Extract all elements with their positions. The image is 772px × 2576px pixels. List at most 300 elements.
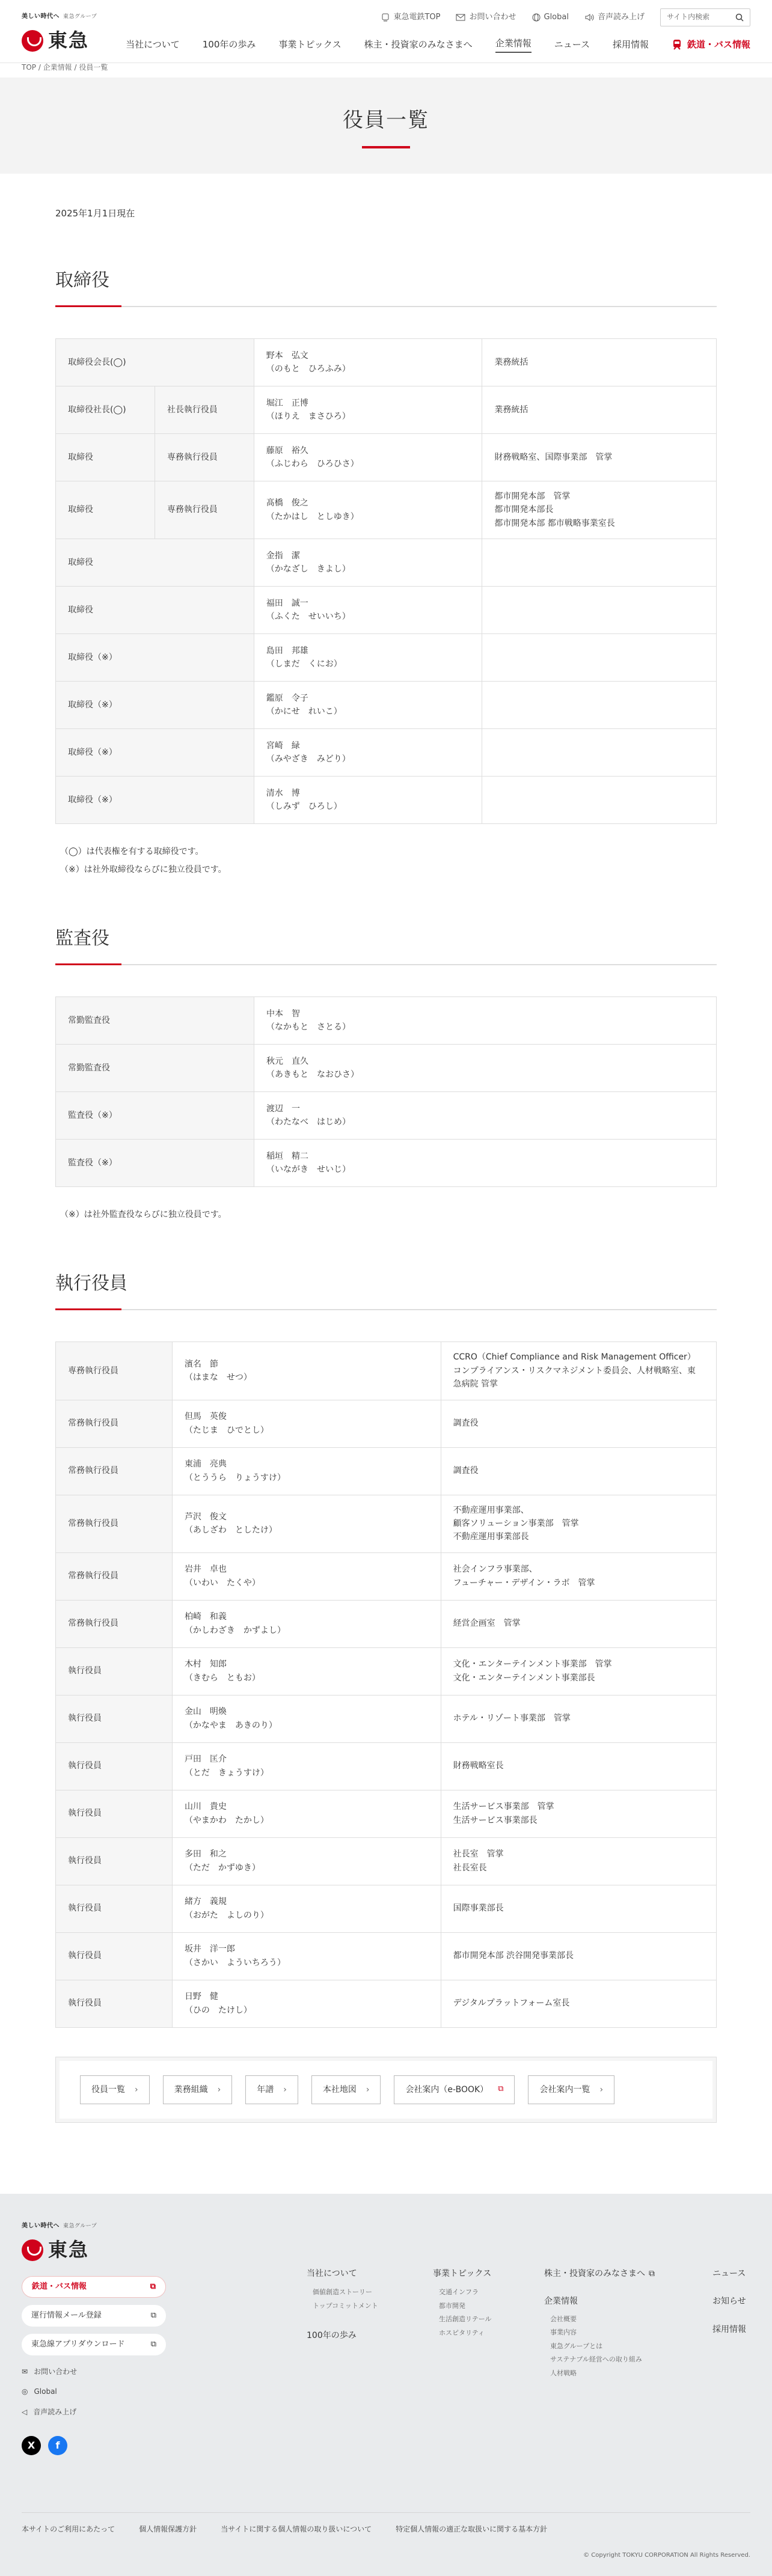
person-kana: （ふじわら ひろひさ） <box>266 459 359 469</box>
mail-icon: ✉ <box>22 2367 28 2376</box>
table-row <box>56 481 717 539</box>
tagline-sub: 東急グループ <box>63 2223 97 2229</box>
footer-legal-links <box>22 2512 750 2535</box>
footer-global-link[interactable] <box>22 2386 202 2397</box>
auditors-notes <box>55 1206 717 1224</box>
person-name: 緒方 義規 <box>184 1897 227 1907</box>
duty-cell <box>482 682 717 729</box>
footer-sublink[interactable]: 事業内容 <box>550 2328 577 2337</box>
main-content <box>55 174 717 2123</box>
person-kana: （いながき せいじ） <box>266 1164 351 1174</box>
person-kana: （ふくた せいいち） <box>266 612 351 622</box>
name-cell <box>254 777 482 824</box>
table-row <box>56 1552 717 1600</box>
footer-heading[interactable]: 事業トピックス <box>433 2269 492 2279</box>
util-link-global[interactable] <box>532 11 569 24</box>
table-row <box>56 434 717 481</box>
section-title: 監査役 <box>55 927 109 949</box>
role-cell: 常務執行役員 <box>56 1495 173 1552</box>
name-cell <box>172 1342 441 1400</box>
util-label: 東急電鉄TOP <box>393 12 441 22</box>
name-cell <box>172 1552 441 1600</box>
footer-sublink[interactable]: 交通インフラ <box>439 2288 479 2297</box>
name-cell <box>254 1044 717 1091</box>
person-name: 東浦 亮典 <box>184 1459 227 1470</box>
role-cell: 取締役社長(◯) <box>56 386 155 434</box>
person-kana: （とううら りょうすけ） <box>184 1473 286 1483</box>
footer-heading[interactable] <box>544 2267 712 2280</box>
table-row <box>56 682 717 729</box>
name-cell <box>254 539 482 587</box>
external-link-icon: ⧉ <box>150 2310 156 2320</box>
person-kana: （たじま ひでとし） <box>184 1425 269 1435</box>
tagline <box>22 2221 202 2231</box>
nav-history[interactable]: 100年の歩み <box>202 39 256 50</box>
table-row <box>56 1044 717 1091</box>
footer-col-about <box>307 2267 433 2378</box>
name-cell <box>254 339 482 386</box>
note: （◯）は代表権を有する取締役です。 <box>60 847 204 857</box>
role2-cell: 社長執行役員 <box>155 386 254 434</box>
globe-icon: ◎ <box>22 2387 28 2396</box>
name-cell <box>172 1980 441 2027</box>
role-cell: 常勤監査役 <box>56 997 254 1044</box>
name-cell <box>254 386 482 434</box>
name-cell <box>254 1139 717 1186</box>
duty-cell <box>482 729 717 777</box>
nav-ir[interactable]: 株主・投資家のみなさまへ <box>364 39 473 50</box>
name-cell <box>254 481 482 539</box>
footer-sublink[interactable]: 東急グループとは <box>550 2342 603 2350</box>
footer-pills <box>22 2276 202 2355</box>
officers-table <box>55 1341 717 2027</box>
role-cell: 執行役員 <box>56 1742 173 1790</box>
person-name: 鑑原 令子 <box>266 693 308 703</box>
role2-cell: 専務執行役員 <box>155 481 254 539</box>
role-cell: 常務執行役員 <box>56 1552 173 1600</box>
role-cell: 常務執行役員 <box>56 1400 173 1447</box>
section-heading-auditors <box>55 924 717 965</box>
person-kana: （しまだ くにお） <box>266 659 342 670</box>
subnav-label: 年譜 <box>257 2084 274 2095</box>
external-link-icon: ⧉ <box>150 2339 156 2349</box>
section-title: 執行役員 <box>55 1273 127 1295</box>
table-row <box>56 1837 717 1885</box>
name-cell <box>254 729 482 777</box>
footer-heading[interactable]: 企業情報 <box>544 2297 578 2307</box>
util-link-voice[interactable] <box>584 11 645 24</box>
duty-cell: 不動産運用事業部、 顧客ソリューション事業部 管掌 不動産運用事業部長 <box>441 1495 716 1552</box>
footer-contact-link[interactable] <box>22 2366 202 2378</box>
footer-heading[interactable]: 当社について <box>307 2269 357 2279</box>
person-kana: （かにせ れいこ） <box>266 707 342 717</box>
duty-cell: 社長室 管掌 社長室長 <box>441 1837 716 1885</box>
footer-utility-links <box>22 2366 202 2418</box>
brand-mark-icon <box>22 30 43 52</box>
utility-nav <box>381 8 750 26</box>
global-nav <box>126 36 750 53</box>
table-row <box>56 1647 717 1695</box>
role-cell: 常務執行役員 <box>56 1600 173 1647</box>
person-name: 日野 健 <box>184 1992 218 2002</box>
util-label: Global <box>544 12 569 22</box>
table-row <box>56 1932 717 1980</box>
util-link-contact[interactable] <box>456 11 516 24</box>
duty-cell: 調査役 <box>441 1447 716 1495</box>
nav-about[interactable]: 当社について <box>126 39 180 50</box>
as-of-date: 2025年1月1日現在 <box>55 208 135 219</box>
footer-heading[interactable]: ニュース <box>712 2269 746 2279</box>
subnav-label: 会社案内（e-BOOK） <box>405 2084 489 2095</box>
speaker-icon: ◁ <box>22 2407 28 2416</box>
external-link-icon: ⧉ <box>150 2281 156 2291</box>
note: （※）は社外取締役ならびに独立役員です。 <box>60 864 227 874</box>
duty-cell: 業務統括 <box>482 386 717 434</box>
section-heading-officers <box>55 1269 717 1310</box>
footer-sublink[interactable]: 価値創造ストーリー <box>313 2288 372 2297</box>
person-kana: （かなやま あきのり） <box>184 1720 277 1730</box>
person-name: 島田 邦雄 <box>266 646 308 656</box>
table-row <box>56 339 717 386</box>
table-row <box>56 997 717 1044</box>
duty-cell: デジタルプラットフォーム室長 <box>441 1980 716 2027</box>
table-row <box>56 729 717 777</box>
name-cell <box>172 1695 441 1742</box>
person-kana: （とだ きょうすけ） <box>184 1768 269 1778</box>
legal-link[interactable]: 個人情報保護方針 <box>139 2525 197 2534</box>
role-cell: 取締役 <box>56 481 155 539</box>
duty-cell: CCRO（Chief Compliance and Risk Management Officer） コンプライアンス・リスクマネジメント委員会、人材戦略室、東急病院 管掌 <box>441 1342 716 1400</box>
role-cell: 執行役員 <box>56 1695 173 1742</box>
duty-cell: 調査役 <box>441 1400 716 1447</box>
person-name: 堀江 正博 <box>266 398 308 408</box>
nav-corporate[interactable]: 企業情報 <box>495 36 532 53</box>
person-kana: （やまかわ たかし） <box>184 1815 269 1825</box>
name-cell <box>172 1885 441 1932</box>
name-cell <box>172 1400 441 1447</box>
person-kana: （しみず ひろし） <box>266 802 342 812</box>
subnav-link-3[interactable] <box>311 2075 381 2104</box>
name-cell <box>172 1932 441 1980</box>
table-row <box>56 1400 717 1447</box>
name-cell <box>172 1790 441 1837</box>
footer-sublink[interactable]: サステナブル経営への取り組み <box>550 2355 642 2364</box>
brand-text: 東急 <box>48 2238 90 2262</box>
external-link-icon: ⧉ <box>498 2084 504 2094</box>
duty-cell: 財務戦略室長 <box>441 1742 716 1790</box>
subnav-link-1[interactable] <box>163 2075 233 2104</box>
role-cell: 常務執行役員 <box>56 1447 173 1495</box>
search-placeholder: サイト内検索 <box>667 13 710 22</box>
section-heading-directors <box>55 266 717 307</box>
table-row <box>56 1091 717 1139</box>
table-row <box>56 539 717 587</box>
table-row <box>56 1139 717 1186</box>
name-cell <box>172 1742 441 1790</box>
role-cell: 執行役員 <box>56 1790 173 1837</box>
subnav-link-4[interactable] <box>394 2075 515 2104</box>
footer-sublink[interactable]: 会社概要 <box>550 2315 577 2323</box>
duty-cell: 都市開発本部 管掌 都市開発本部長 都市開発本部 都市戦略事業室長 <box>482 481 717 539</box>
role-cell: 執行役員 <box>56 1647 173 1695</box>
util-label: お問い合わせ <box>469 12 516 22</box>
footer-sublink[interactable]: ホスピタリティ <box>439 2328 485 2337</box>
footer-left <box>22 2221 202 2455</box>
copyright: © Copyright TOKYU CORPORATION All Rights Reserved. <box>583 2552 750 2559</box>
subnav-label: 業務組織 <box>174 2084 208 2095</box>
legal-link[interactable]: 本サイトのご利用にあたって <box>22 2525 115 2534</box>
role-cell: 取締役 <box>56 434 155 481</box>
pill-label: 運行情報メール登録 <box>31 2310 102 2320</box>
tagline-main: 美しい時代へ <box>22 13 60 20</box>
person-name: 濱名 節 <box>184 1359 218 1369</box>
footer-col-ir <box>544 2267 712 2378</box>
person-name: 柏崎 和義 <box>184 1612 227 1622</box>
person-kana: （わたなべ はじめ） <box>266 1117 351 1127</box>
nav-topics[interactable]: 事業トピックス <box>278 39 342 50</box>
facebook-icon[interactable]: f <box>48 2436 67 2455</box>
name-cell <box>254 434 482 481</box>
brand <box>22 25 142 56</box>
duty-cell: ホテル・リゾート事業部 管掌 <box>441 1695 716 1742</box>
tagline-main: 美しい時代へ <box>22 2223 60 2230</box>
person-kana: （いわい たくや） <box>184 1578 260 1588</box>
chevron-right-icon: › <box>283 2084 287 2095</box>
role-cell: 執行役員 <box>56 1885 173 1932</box>
directors-notes <box>55 843 717 879</box>
subnav-label: 役員一覧 <box>91 2084 125 2095</box>
person-name: 岩井 卓也 <box>184 1564 227 1575</box>
name-cell <box>254 634 482 682</box>
person-kana: （たかはし としゆき） <box>266 511 359 522</box>
person-name: 宮崎 緑 <box>266 740 300 751</box>
footer-mail-button[interactable] <box>22 2305 166 2327</box>
nav-recruit[interactable]: 採用情報 <box>612 39 649 50</box>
social-links <box>22 2436 202 2455</box>
person-name: 木村 知郎 <box>184 1659 227 1670</box>
name-cell <box>172 1837 441 1885</box>
subnav-link-2[interactable] <box>245 2075 298 2104</box>
person-kana: （あしざわ としたけ） <box>184 1525 277 1536</box>
duty-cell: 社会インフラ事業部、 フューチャー・デザイン・ラボ 管掌 <box>441 1552 716 1600</box>
person-name: 清水 博 <box>266 788 300 798</box>
footer-voice-link[interactable] <box>22 2407 202 2418</box>
duty-cell: 財務戦略室、国際事業部 管掌 <box>482 434 717 481</box>
title-accent-bar <box>362 146 410 148</box>
person-kana: （おがた よしのり） <box>184 1910 269 1920</box>
role-cell: 取締役会長(◯) <box>56 339 254 386</box>
role-cell: 取締役（※） <box>56 777 254 824</box>
footer-heading[interactable]: 採用情報 <box>712 2324 746 2334</box>
person-name: 稲垣 精二 <box>266 1151 308 1161</box>
person-kana: （のもと ひろふみ） <box>266 364 351 374</box>
speaker-icon <box>584 13 594 22</box>
table-row <box>56 1600 717 1647</box>
role2-cell: 専務執行役員 <box>155 434 254 481</box>
person-name: 秋元 直久 <box>266 1056 308 1066</box>
site-header <box>0 0 772 72</box>
footer-col-other <box>712 2267 772 2378</box>
person-kana: （さかい よういちろう） <box>184 1958 286 1968</box>
site-footer <box>0 2194 772 2576</box>
role-cell: 監査役（※） <box>56 1139 254 1186</box>
directors-table <box>55 338 717 824</box>
person-kana: （はまな せつ） <box>184 1372 252 1382</box>
util-link-top[interactable] <box>381 11 440 24</box>
footer-logo[interactable] <box>22 2221 202 2265</box>
person-name: 金指 潔 <box>266 551 300 561</box>
corporate-sub-nav <box>55 2057 717 2123</box>
person-name: 藤原 裕久 <box>266 445 308 456</box>
role-cell: 執行役員 <box>56 1932 173 1980</box>
link-label: お問い合わせ <box>34 2367 78 2376</box>
footer-sublink[interactable]: トップコミットメント <box>313 2301 378 2310</box>
site-logo[interactable] <box>22 12 142 56</box>
chevron-right-icon: › <box>135 2084 138 2095</box>
person-name: 中本 智 <box>266 1009 300 1019</box>
duty-cell: 生活サービス事業部 管掌 生活サービス事業部長 <box>441 1790 716 1837</box>
role-cell: 取締役（※） <box>56 729 254 777</box>
footer-sitemap <box>307 2267 772 2378</box>
person-kana: （ひの たけし） <box>184 2005 252 2015</box>
table-row <box>56 1495 717 1552</box>
table-row <box>56 1885 717 1932</box>
nav-rail-info[interactable] <box>672 37 750 52</box>
brand-mark-icon <box>22 2239 43 2261</box>
footer-heading[interactable]: お知らせ <box>712 2297 746 2307</box>
person-kana: （かしわざき かずよし） <box>184 1625 286 1635</box>
duty-cell: 都市開発本部 渋谷開発事業部長 <box>441 1932 716 1980</box>
breadcrumb[interactable]: TOP / 企業情報 / 役員一覧 <box>22 63 108 72</box>
person-name: 野本 弘文 <box>266 350 308 361</box>
train-icon <box>672 39 682 50</box>
name-cell <box>254 1091 717 1139</box>
person-kana: （かなざし きよし） <box>266 564 351 575</box>
role-cell: 常勤監査役 <box>56 1044 254 1091</box>
brand <box>22 2235 202 2265</box>
person-kana: （あきもと なおひさ） <box>266 1069 359 1079</box>
person-name: 髙橋 俊之 <box>266 498 308 508</box>
person-name: 金山 明煥 <box>184 1707 227 1717</box>
duty-cell: 文化・エンターテインメント事業部 管掌 文化・エンターテインメント事業部長 <box>441 1647 716 1695</box>
person-name: 芦沢 俊文 <box>184 1512 227 1522</box>
duty-cell: 国際事業部長 <box>441 1885 716 1932</box>
person-name: 福田 誠一 <box>266 598 308 608</box>
x-icon[interactable]: X <box>22 2436 41 2455</box>
search-icon[interactable] <box>735 13 744 22</box>
duty-cell <box>482 634 717 682</box>
rail-label: 鉄道・バス情報 <box>687 39 750 50</box>
role-cell: 取締役（※） <box>56 634 254 682</box>
link-label: 音声読み上げ <box>33 2407 77 2416</box>
name-cell <box>254 682 482 729</box>
table-row <box>56 1695 717 1742</box>
role-cell: 取締役（※） <box>56 682 254 729</box>
table-row <box>56 587 717 634</box>
duty-cell: 業務統括 <box>482 339 717 386</box>
person-name: 山川 貴史 <box>184 1802 227 1812</box>
footer-app-button[interactable] <box>22 2334 166 2355</box>
auditors-table <box>55 997 717 1187</box>
footer-heading[interactable]: 100年の歩み <box>307 2331 357 2341</box>
subnav-label: 本社地図 <box>322 2084 357 2095</box>
role-cell: 専務執行役員 <box>56 1342 173 1400</box>
subnav-link-5[interactable] <box>528 2075 614 2104</box>
table-row <box>56 1447 717 1495</box>
duty-cell <box>482 777 717 824</box>
person-name: 但馬 英俊 <box>184 1412 227 1422</box>
legal-link[interactable]: 特定個人情報の適正な取扱いに関する基本方針 <box>396 2525 548 2534</box>
person-name: 渡辺 一 <box>266 1103 300 1114</box>
person-name: 多田 和之 <box>184 1849 227 1860</box>
role-cell: 監査役（※） <box>56 1091 254 1139</box>
nav-news[interactable]: ニュース <box>554 39 590 50</box>
table-row <box>56 777 717 824</box>
role-cell: 執行役員 <box>56 1980 173 2027</box>
name-cell <box>172 1447 441 1495</box>
name-cell <box>172 1495 441 1552</box>
person-kana: （なかもと さとる） <box>266 1022 351 1032</box>
table-row <box>56 1980 717 2027</box>
tagline-sub: 東急グループ <box>63 13 97 20</box>
footer-sublink[interactable]: 人材戦略 <box>550 2369 577 2377</box>
section-title: 取締役 <box>55 270 109 291</box>
name-cell <box>254 997 717 1044</box>
globe-icon <box>532 13 541 22</box>
brand-text: 東急 <box>48 29 90 52</box>
pill-label: 東急線アプリダウンロード <box>31 2339 125 2349</box>
util-label: 音声読み上げ <box>597 12 645 22</box>
role-cell: 取締役 <box>56 587 254 634</box>
footer-rail-button[interactable] <box>22 2276 166 2298</box>
footer-col-topics <box>433 2267 544 2378</box>
person-kana: （ほりえ まさひろ） <box>266 412 351 421</box>
pill-label: 鉄道・バス情報 <box>32 2281 87 2291</box>
person-name: 坂井 洋一郎 <box>184 1944 235 1955</box>
person-kana: （ただ かずゆき） <box>184 1863 260 1873</box>
site-search-input[interactable] <box>660 8 750 26</box>
duty-cell <box>482 539 717 587</box>
train-icon <box>381 13 390 22</box>
chevron-right-icon: › <box>599 2084 604 2095</box>
role-cell: 取締役 <box>56 539 254 587</box>
duty-cell <box>482 587 717 634</box>
footer-sublink[interactable]: 都市開発 <box>439 2301 465 2310</box>
duty-cell: 経営企画室 管掌 <box>441 1600 716 1647</box>
subnav-label: 会社案内一覧 <box>539 2084 590 2095</box>
legal-link[interactable]: 当サイトに関する個人情報の取り扱いについて <box>221 2525 372 2534</box>
chevron-right-icon: › <box>217 2084 221 2095</box>
link-label: Global <box>34 2387 57 2396</box>
table-row <box>56 1742 717 1790</box>
subnav-link-0[interactable] <box>80 2075 150 2104</box>
person-kana: （みやざき みどり） <box>266 754 351 765</box>
external-link-icon: ⧉ <box>649 2269 655 2279</box>
note: （※）は社外監査役ならびに独立役員です。 <box>60 1209 227 1219</box>
chevron-right-icon: › <box>366 2084 370 2095</box>
page-title: 役員一覧 <box>343 108 429 132</box>
role-cell: 執行役員 <box>56 1837 173 1885</box>
person-kana: （きむら ともお） <box>184 1673 260 1683</box>
table-row <box>56 634 717 682</box>
table-row <box>56 386 717 434</box>
table-row <box>56 1790 717 1837</box>
tagline <box>22 12 142 22</box>
name-cell <box>172 1600 441 1647</box>
mail-icon <box>456 14 465 21</box>
footer-sublink[interactable]: 生活創造リテール <box>439 2315 492 2324</box>
name-cell <box>254 587 482 634</box>
